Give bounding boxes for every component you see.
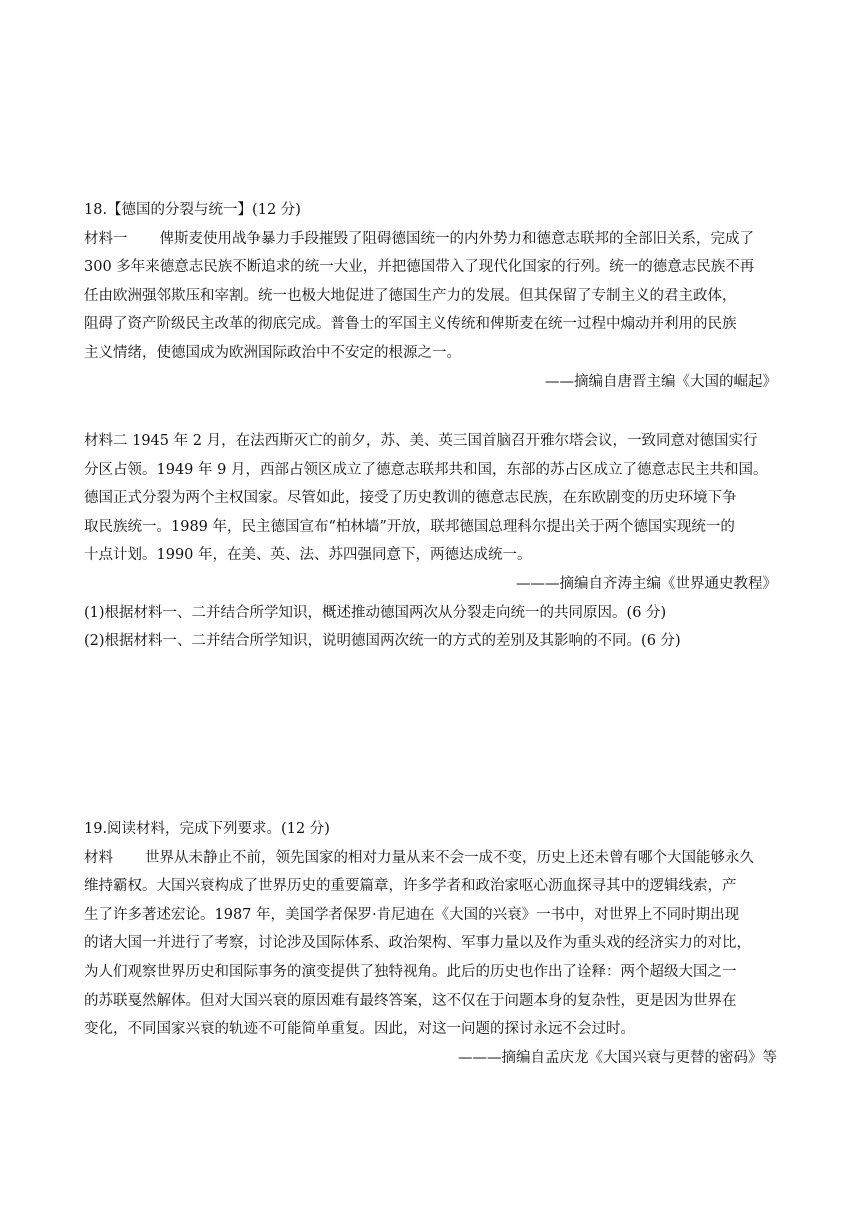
sub-question-1: (1)根据材料一、二并结合所学知识，概述推动德国两次从分裂走向统一的共同原因。(6 分) xyxy=(84,604,667,621)
material-line xyxy=(84,844,777,873)
material-1-line: 300 多年来德意志民族不断追求的统一大业，并把德国带入了现代化国家的行列。统一的德意志民族不再 xyxy=(84,259,755,276)
material-line: 维持霸权。大国兴衰构成了世界历史的重要篇章，许多学者和政治家呕心沥血探寻其中的逻辑线索，产 xyxy=(84,878,737,895)
material-1-line: 任由欧洲强邻欺压和宰割。统一也极大地促进了德国生产力的发展。但其保留了专制主义的君主政体， xyxy=(84,287,737,304)
material-line: 生了许多著述宏论。1987 年，美国学者保罗·肯尼迪在《大国的兴衰》一书中，对世界上不同时期出现 xyxy=(84,906,740,923)
material-2-line: 德国正式分裂为两个主权国家。尽管如此，接受了历史教训的德意志民族，在东欧剧变的历史环境下争 xyxy=(84,490,737,507)
material-2-line: 材料二 1945 年 2 月，在法西斯灭亡的前夕，苏、美、英三国首脑召开雅尔塔会议，一致同意对德国实行 xyxy=(84,433,758,449)
material-1-line: 阻碍了资产阶级民主改革的彻底完成。普鲁士的军国主义传统和俾斯麦在统一过程中煽动并利用的民族 xyxy=(84,316,737,333)
material-1-text: 俾斯麦使用战争暴力手段摧毁了阻碍德国统一的内外势力和德意志联邦的全部旧关系，完成了 xyxy=(159,230,754,247)
material-label: 材料 xyxy=(84,849,113,866)
question-19 xyxy=(84,815,777,1072)
material-source: ———摘编自孟庆龙《大国兴衰与更替的密码》等 xyxy=(458,1049,777,1066)
question-18-material-2 xyxy=(84,427,777,656)
material-1-source: ——摘编自唐晋主编《大国的崛起》 xyxy=(545,373,777,390)
sub-question-2: (2)根据材料一、二并结合所学知识，说明德国两次统一的方式的差别及其影响的不同。(6 分) xyxy=(84,633,681,650)
material-line: 为人们观察世界历史和国际事务的演变提供了独特视角。此后的历史也作出了诠释：两个超级大国之一 xyxy=(84,963,737,980)
material-2-line: 取民族统一。1989 年，民主德国宣布“柏林墙”开放，联邦德国总理科尔提出关于两个德国实现统一的 xyxy=(84,518,735,535)
question-18 xyxy=(84,196,777,396)
material-line: 的诸大国一并进行了考察，讨论涉及国际体系、政治架构、军事力量以及作为重头戏的经济实力的对比， xyxy=(84,935,751,952)
material-line: 变化，不同国家兴衰的轨迹不可能简单重复。因此，对这一问题的探讨永远不会过时。 xyxy=(84,1021,635,1038)
material-line: 的苏联戛然解体。但对大国兴衰的原因难有最终答案，这不仅在于问题本身的复杂性，更是因为世界在 xyxy=(84,992,737,1009)
material-2-line: 分区占领。1949 年 9 月，西部占领区成立了德意志联邦共和国，东部的苏占区成立了德意志民主共和国。 xyxy=(84,461,768,478)
material-1-line: 主义情绪，使德国成为欧洲国际政治中不安定的根源之一。 xyxy=(84,344,461,361)
question-19-header: 19.阅读材料，完成下列要求。(12 分) xyxy=(84,821,330,837)
question-18-header: 18.【德国的分裂与统一】(12 分) xyxy=(84,202,301,218)
material-text: 世界从未静止不前，领先国家的相对力量从来不会一成不变，历史上还未曾有哪个大国能够永久 xyxy=(145,849,754,866)
material-2-line: 十点计划。1990 年，在美、英、法、苏四强同意下，两德达成统一。 xyxy=(84,547,532,564)
material-2-source: ———摘编自齐涛主编《世界通史教程》 xyxy=(516,575,777,592)
material-1-label: 材料一 xyxy=(84,230,128,247)
material-1-line xyxy=(84,225,777,254)
